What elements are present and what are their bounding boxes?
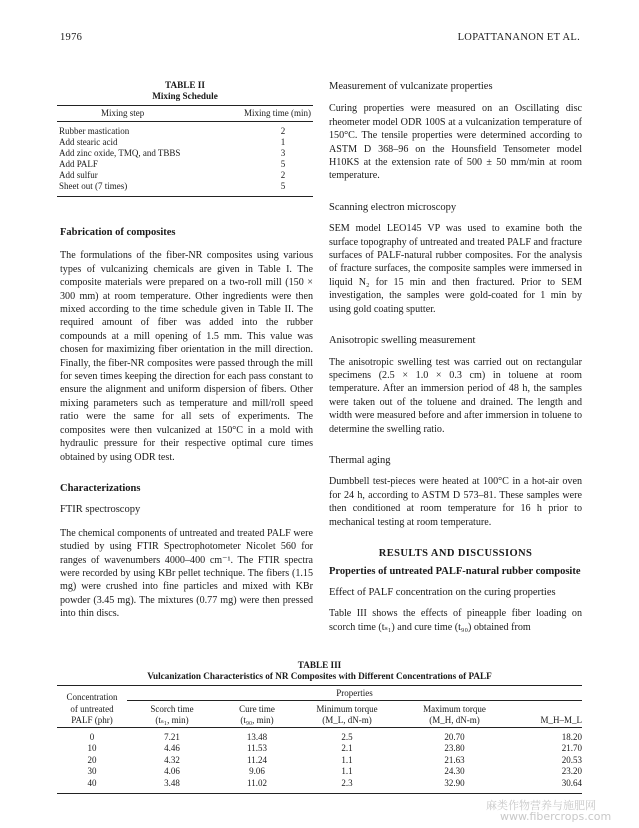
table-row: [57, 181, 313, 192]
table-2-cell-step: Add sulfur: [59, 170, 98, 180]
table-row: [57, 743, 582, 755]
table-3-cell: 20: [87, 754, 97, 765]
page-number: 1976: [60, 32, 83, 43]
table-3-cell: 30: [87, 766, 97, 776]
table-row: [57, 755, 582, 767]
table-3-cell: 3.48: [164, 777, 180, 788]
table-3-span-header: Properties: [127, 686, 582, 700]
table-2-cell-time: 2: [280, 170, 286, 180]
table-3-block: [57, 660, 582, 794]
table-3-cell: 2.5: [341, 731, 353, 742]
effect-text: Table III shows the effects of pineapple fiber loading on scorch time (tₛ₁) and cure time (t₉₀) obtained from: [329, 608, 582, 633]
table-3-cell: 1.1: [341, 754, 353, 765]
table-3-col-header: Cure time (t₉₀, min): [239, 703, 275, 725]
results-heading: RESULTS AND DISCUSSIONS: [378, 547, 533, 559]
table-3-cell: 30.64: [561, 777, 582, 788]
table-row: [57, 148, 313, 159]
table-2-cell-time: 1: [280, 137, 286, 147]
table-3: [57, 686, 582, 794]
table-row: [57, 170, 313, 181]
ftir-text: The chemical components of untreated and treated PALF were studied by using FTIR Spectrophotometer Nicolet 560 for ranges of wavenumbers 4000–400 cm⁻¹. The FTIR spectra were recorded by using KBr pellet technique. The fibers (1.15 mg) were crushed into fine particles and mixed with KBr powder (3.45 mg). The mixtures (0.77 mg) were then pressed into thin discs.: [60, 527, 313, 620]
table-2-cell-step: Rubber mastication: [59, 126, 130, 136]
sem-heading: Scanning electron microscopy: [329, 201, 457, 213]
table-2-cell-time: 5: [280, 181, 286, 191]
table-3-caption: Vulcanization Characteristics of NR Composites with Different Concentrations of PALF: [147, 671, 492, 681]
table-3-cell: 20.70: [444, 731, 465, 742]
table-row: [57, 766, 582, 778]
table-3-cell: 24.30: [444, 766, 465, 776]
vulcanizate-text: Curing properties were measured on an Oscillating disc rheometer model ODR 100S at a vulcanization temperature of 150°C. The tensile properties were determined according to ASTM D 368–96 on the Hounsfield Tensometer model H10KS at the extension rate of 500 ± 50 mm/min at room temperature.: [329, 103, 582, 182]
table-3-label: TABLE III: [297, 660, 342, 670]
table-3-cell: 0: [89, 731, 95, 742]
effect-heading: Effect of PALF concentration on the curing properties: [329, 586, 556, 598]
table-3-cell: 18.20: [561, 731, 582, 742]
table-3-cell: 4.32: [164, 754, 180, 765]
thermal-aging-heading: Thermal aging: [329, 454, 391, 466]
table-3-cell: 11.24: [247, 754, 267, 765]
table-3-cell: 11.53: [247, 743, 267, 753]
table-3-cell: 20.53: [561, 754, 582, 765]
table-3-cell: 23.80: [444, 743, 465, 753]
table-3-col-header: Minimum torque (M_L, dN-m): [316, 703, 378, 725]
right-column: [329, 80, 582, 634]
table-2-cell-time: 3: [280, 148, 286, 158]
table-2-label: TABLE II: [165, 80, 205, 90]
table-row: [57, 137, 313, 148]
table-3-cell: 32.90: [444, 777, 465, 788]
vulcanizate-heading: Measurement of vulcanizate properties: [329, 81, 493, 92]
table-2: [57, 126, 313, 192]
table-2-caption: Mixing Schedule: [152, 91, 218, 101]
properties-heading: Properties of untreated PALF-natural rubber composite: [329, 566, 581, 578]
table-2-cell-step: Add zinc oxide, TMQ, and TBBS: [59, 148, 181, 158]
fabrication-text: The formulations of the fiber-NR composites using various types of vulcanizing chemicals are given in Table I. The composite materials were prepared on a two-roll mill (150 × 300 mm) at room temperature. Other ingredients were then mixed according to the time schedule given in Table II. The required amount of fiber was added into the rubber compounds at a mill opening of 1.5 mm. This value was chosen for maximizing fiber orientation in the mill direction. Finally, the fiber-NR composites were passed through the mill for seven times keeping the direction for each pass constant to ensure the alignment and uniform dispersion of fibers. Other mixing parameters such as temperature and mill/roll speed ratio were the same for all sets of experiments. The composites were then vulcanized at 150°C in a mold with hydraulic pressure for their respective optimal cure times obtained by using ODR test.: [60, 250, 313, 463]
table-3-cell: 4.46: [164, 743, 180, 753]
table-3-cell: 40: [87, 777, 97, 788]
table-3-stub-header: Concentration of untreated PALF (phr): [66, 692, 118, 725]
table-2-header-row: [57, 106, 313, 121]
table-2-cell-step: Add stearic acid: [59, 137, 118, 147]
anisotropic-text: The anisotropic swelling test was carried out on rectangular specimens (2.5 × 1.0 × 0.3 cm) in toluene at room temperature. After an immersion period of 48 h, the samples were taken out of the toluene and drained. The length and width were measured before and after immersion in toluene to determine the swelling ratio.: [329, 356, 582, 435]
table-3-header-row: [57, 700, 582, 727]
table-2-cell-step: Sheet out (7 times): [59, 181, 128, 191]
table-3-col-header: Maximum torque (M_H, dN-m): [423, 703, 486, 725]
thermal-aging-text: Dumbbell test-pieces were heated at 100°C in a hot-air oven for 24 h, according to ASTM D 573–81. These samples were then conditioned at room temperature for 16 h prior to mechanical testing at room temperature.: [329, 476, 582, 528]
table-row: [57, 732, 582, 744]
table-row: [57, 159, 313, 170]
table-2-cell-step: Add PALF: [59, 159, 98, 169]
table-2-col-step: Mixing step: [101, 108, 145, 118]
table-3-cell: 4.06: [164, 766, 180, 776]
table-3-cell: 2.3: [341, 777, 353, 788]
table-3-cell: 23.20: [561, 766, 582, 776]
table-3-cell: 21.63: [444, 754, 465, 765]
fabrication-heading: Fabrication of composites: [60, 227, 176, 238]
watermark-url: www.fibercrops.com: [500, 810, 612, 823]
running-title: LOPATTANANON ET AL.: [457, 32, 580, 43]
characterizations-heading: Characterizations: [60, 482, 141, 494]
left-column: [60, 226, 313, 621]
table-row: [57, 778, 582, 790]
table-3-cell: 7.21: [164, 731, 180, 742]
anisotropic-heading: Anisotropic swelling measurement: [329, 335, 476, 347]
table-2-col-time: Mixing time (min): [244, 108, 311, 118]
table-3-col-header: M_H–M_L: [540, 714, 582, 725]
table-2-cell-time: 2: [280, 126, 286, 136]
table-row: [57, 126, 313, 137]
table-3-cell: 11.02: [247, 777, 267, 788]
table-2-cell-time: 5: [280, 159, 286, 169]
table-2-block: [57, 80, 313, 197]
table-3-cell: 1.1: [341, 766, 353, 776]
watermark-text: 麻类作物营养与施肥网: [486, 799, 596, 812]
table-3-cell: 13.48: [246, 731, 268, 742]
table-3-cell: 10: [87, 743, 97, 753]
ftir-heading: FTIR spectroscopy: [60, 504, 141, 516]
table-3-cell: 2.1: [341, 743, 353, 753]
sem-text: SEM model LEO145 VP was used to examine both the surface topography of untreated and treated PALF and fracture surfaces of PALF-natural rubber composites. For the analysis of fracture surfaces, the composite samples were immersed in liquid N₂ for 15 min and then fractured. Prior to SEM investigation, the samples were gold-coated for 1 min by using gold coating sputter.: [329, 223, 582, 315]
table-3-cell: 21.70: [561, 743, 582, 753]
table-3-cell: 9.06: [249, 766, 265, 776]
table-3-col-header: Scorch time (tₛ₁, min): [150, 703, 194, 725]
